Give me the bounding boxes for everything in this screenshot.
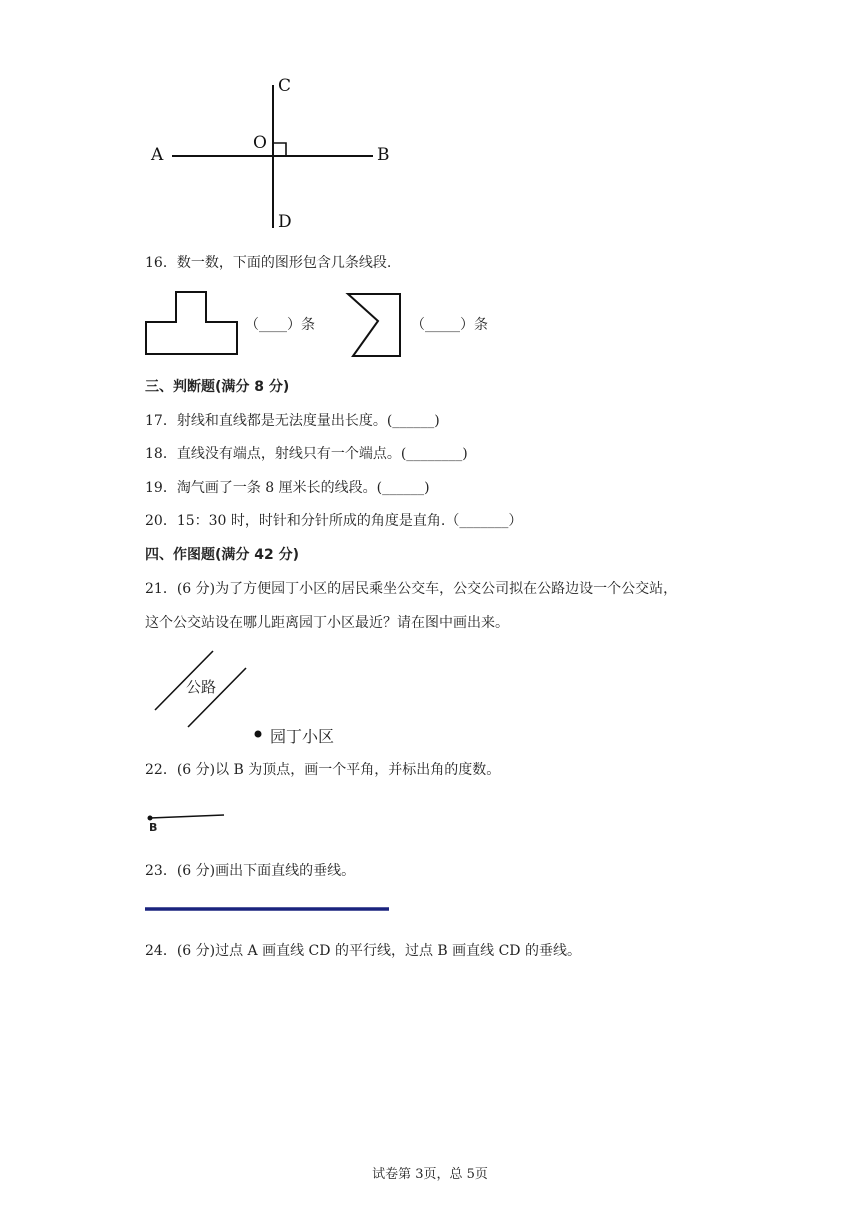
- q16-answer-blank-2[interactable]: （_____）条: [411, 317, 488, 333]
- question-19: 19．淘气画了一条 8 厘米长的线段。(______): [145, 480, 430, 496]
- question-23: 23．(6 分)画出下面直线的垂线。: [145, 863, 356, 879]
- question-22: 22．(6 分)以 B 为顶点，画一个平角，并标出角的度数。: [145, 762, 501, 778]
- page-footer: 试卷第 3页，总 5页: [372, 1167, 488, 1182]
- label-c: C: [278, 76, 292, 96]
- label-b: B: [377, 145, 390, 165]
- label-o: O: [253, 133, 267, 153]
- point-b-label: B: [149, 821, 158, 834]
- road-label: 公路: [186, 678, 217, 696]
- q16-answer-blank-1[interactable]: （____）条: [245, 317, 315, 333]
- section-3-title: 三、判断题(满分 8 分): [145, 379, 290, 395]
- label-d: D: [278, 212, 292, 232]
- question-21-line-1: 21．(6 分)为了方便园丁小区的居民乘坐公交车，公交公司拟在公路边设一个公交站，: [145, 581, 678, 597]
- question-24: 24．(6 分)过点 A 画直线 CD 的平行线，过点 B 画直线 CD 的垂线。: [145, 943, 581, 959]
- residence-label: 园丁小区: [270, 727, 335, 746]
- question-17: 17．射线和直线都是无法度量出长度。(______): [145, 413, 440, 429]
- question-21-line-2: 这个公交站设在哪儿距离园丁小区最近？请在图中画出来。: [145, 615, 509, 631]
- question-18: 18．直线没有端点，射线只有一个端点。(________): [145, 446, 468, 462]
- question-16: 16．数一数，下面的图形包含几条线段.: [145, 255, 392, 271]
- question-20: 20．15：30 时，时针和分针所成的角度是直角.（_______）: [145, 513, 523, 529]
- section-4-title: 四、作图题(满分 42 分): [145, 547, 300, 563]
- label-a: A: [151, 145, 164, 165]
